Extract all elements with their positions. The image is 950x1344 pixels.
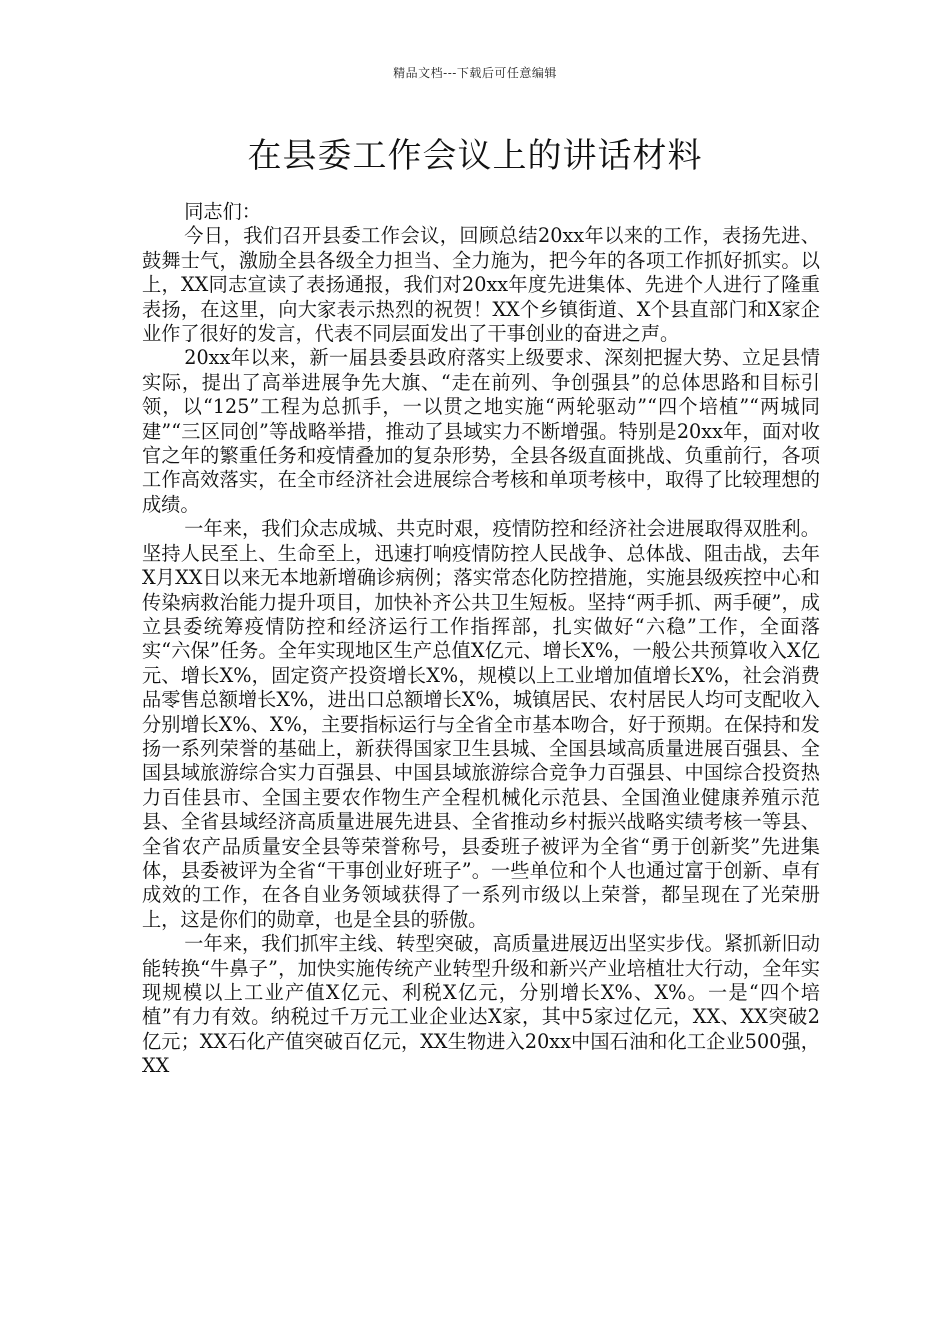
document-title: 在县委工作会议上的讲话材料 bbox=[247, 136, 703, 176]
document-body bbox=[142, 200, 820, 1079]
paragraph-4: 一年来，我们抓牢主线、转型突破，高质量进展迈出坚实步伐。紧抓新旧动能转换“牛鼻子”，加快实施传统产业转型升级和新兴产业培植壮大行动，全年实现规模以上工业产值X亿元、利税X亿元，分别增长X%、X%。一是“四个培植”有力有效。纳税过千万元工业企业达X家，其中5家过亿元，XX、XX突破2亿元；XX石化产值突破百亿元，XX生物进入20xx中国石油和化工企业500强，XX bbox=[142, 932, 820, 1078]
paragraph-2: 20xx年以来，新一届县委县政府落实上级要求、深刻把握大势、立足县情实际，提出了高举进展争先大旗、“走在前列、争创强县”的总体思路和目标引领，以“125”工程为总抓手，一以贯之地实施“两轮驱动”“四个培植”“两城同建”“三区同创”等战略举措，推动了县域实力不断增强。特别是20xx年，面对收官之年的繁重任务和疫情叠加的复杂形势，全县各级直面挑战、负重前行，各项工作高效落实，在全市经济社会进展综合考核和单项考核中，取得了比较理想的成绩。 bbox=[142, 346, 820, 516]
paragraph-3: 一年来，我们众志成城、共克时艰，疫情防控和经济社会进展取得双胜利。坚持人民至上、生命至上，迅速打响疫情防控人民战争、总体战、阻击战，去年X月XX日以来无本地新增确诊病例；落实常态化防控措施，实施县级疾控中心和传染病救治能力提升项目，加快补齐公共卫生短板。坚持“两手抓、两手硬”，成立县委统筹疫情防控和经济运行工作指挥部，扎实做好“六稳”工作，全面落实“六保”任务。全年实现地区生产总值X亿元、增长X%，一般公共预算收入X亿元、增长X%，固定资产投资增长X%，规模以上工业增加值增长X%，社会消费品零售总额增长X%，进出口总额增长X%，城镇居民、农村居民人均可支配收入分别增长X%、X%，主要指标运行与全省全市基本吻合，好于预期。在保持和发扬一系列荣誉的基础上，新获得国家卫生县城、全国县域高质量进展百强县、全国县域旅游综合实力百强县、中国县域旅游综合竞争力百强县、中国综合投资热力百佳县市、全国主要农作物生产全程机械化示范县、全国渔业健康养殖示范县、全省县域经济高质量进展先进县、全省推动乡村振兴战略实绩考核一等县、全省农产品质量安全县等荣誉称号，县委班子被评为全省“勇于创新奖”先进集体，县委被评为全省“干事创业好班子”。一些单位和个人也通过富于创新、卓有成效的工作，在各自业务领域获得了一系列市级以上荣誉，都呈现在了光荣册上，这是你们的勋章，也是全县的骄傲。 bbox=[142, 517, 820, 931]
header-note: 精品文档---下载后可任意编辑 bbox=[393, 66, 557, 80]
paragraph-1: 今日，我们召开县委工作会议，回顾总结20xx年以来的工作，表扬先进、鼓舞士气，激励全县各级全力担当、全力施为，把今年的各项工作抓好抓实。以上，XX同志宣读了表扬通报，我们对20xx年度先进集体、先进个人进行了隆重表扬，在这里，向大家表示热烈的祝贺！XX个乡镇街道、X个县直部门和X家企业作了很好的发言，代表不同层面发出了干事创业的奋进之声。 bbox=[142, 224, 820, 346]
salutation: 同志们： bbox=[184, 200, 261, 223]
